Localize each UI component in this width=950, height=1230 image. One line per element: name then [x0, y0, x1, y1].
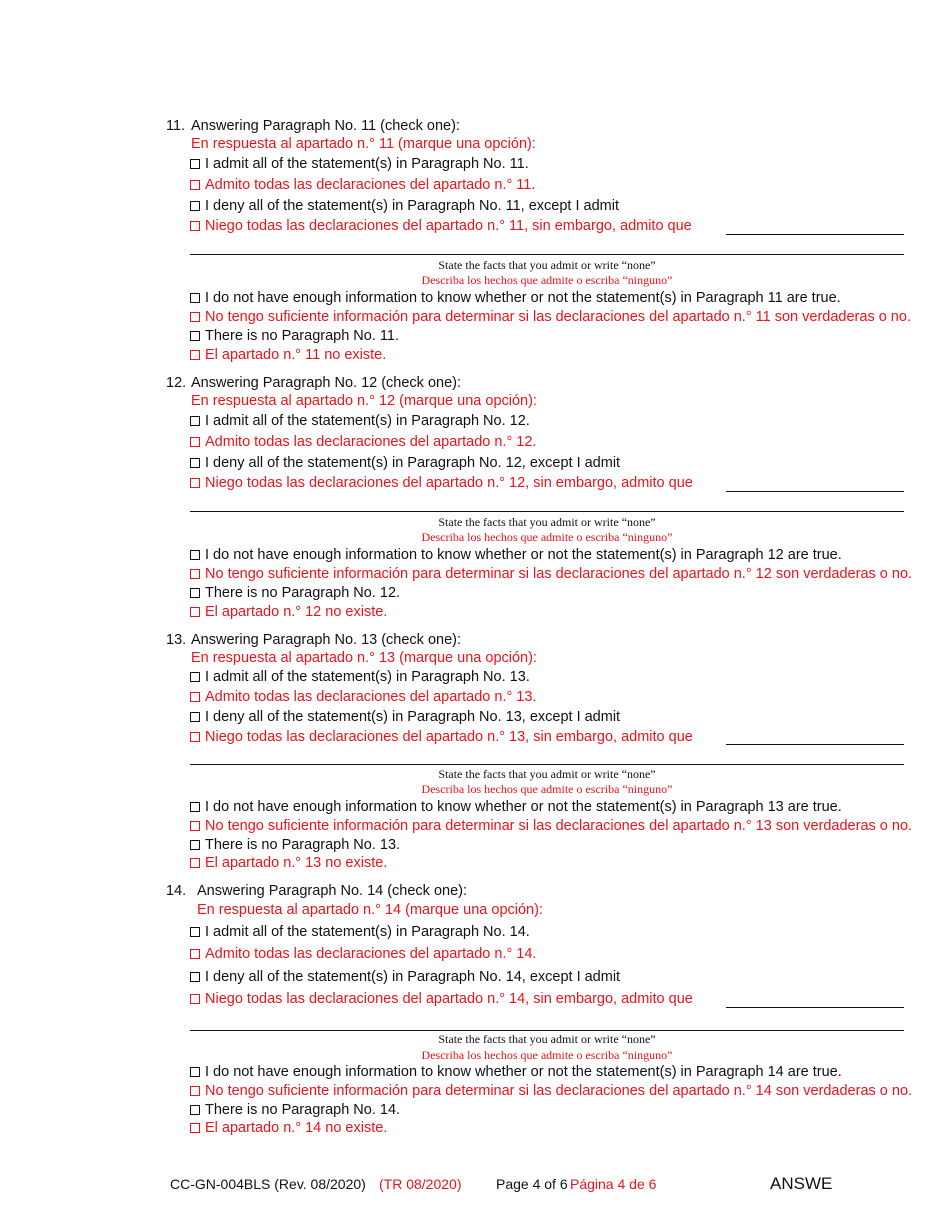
section-heading-en: Answering Paragraph No. 14 (check one):	[197, 883, 468, 899]
section-heading-en: Answering Paragraph No. 11 (check one):	[191, 118, 460, 134]
option-label: No tengo suficiente información para determinar si las declaraciones del apartado n.° 13 son verdaderas o no.	[205, 818, 913, 834]
option-label: El apartado n.° 13 no existe.	[205, 855, 388, 871]
checkbox[interactable]	[190, 1067, 200, 1077]
checkbox[interactable]	[190, 972, 200, 982]
footer-form-code: CC-GN-004BLS (Rev. 08/2020)	[170, 1176, 366, 1192]
option-label: I do not have enough information to know whether or not the statement(s) in Paragraph 12 are true.	[205, 547, 842, 563]
facts-caption-en: State the facts that you admit or write “none”	[438, 515, 656, 529]
option-no-paragraph-en[interactable]	[190, 327, 399, 345]
option-label: Niego todas las declaraciones del apartado n.° 13, sin embargo, admito que	[205, 729, 693, 745]
checkbox[interactable]	[190, 732, 200, 742]
option-admit-all-es[interactable]	[190, 176, 535, 194]
section-heading-en: Answering Paragraph No. 12 (check one):	[191, 375, 462, 391]
option-admit-all-en[interactable]	[190, 155, 529, 173]
option-label: Admito todas las declaraciones del apartado n.° 11.	[205, 177, 536, 193]
checkbox[interactable]	[190, 994, 200, 1004]
checkbox[interactable]	[190, 840, 200, 850]
section-number: 13.	[166, 632, 187, 648]
option-no-paragraph-es[interactable]	[190, 854, 387, 872]
option-label: Niego todas las declaraciones del apartado n.° 14, sin embargo, admito que	[205, 991, 693, 1007]
option-no-paragraph-es[interactable]	[190, 346, 386, 364]
facts-caption-es: Describa los hechos que admite o escriba “ninguno”	[421, 530, 673, 544]
option-no-info-en[interactable]	[190, 546, 842, 564]
checkbox[interactable]	[190, 927, 200, 937]
admitted-facts-blank[interactable]	[726, 234, 904, 235]
option-label: Niego todas las declaraciones del apartado n.° 12, sin embargo, admito que	[205, 475, 693, 491]
checkbox[interactable]	[190, 221, 200, 231]
section-heading-es: En respuesta al apartado n.° 13 (marque una opción):	[191, 650, 537, 666]
checkbox[interactable]	[190, 588, 200, 598]
checkbox[interactable]	[190, 712, 200, 722]
option-no-paragraph-en[interactable]	[190, 584, 400, 602]
admitted-facts-blank[interactable]	[726, 1007, 904, 1008]
checkbox[interactable]	[190, 180, 200, 190]
option-label: I admit all of the statement(s) in Paragraph No. 14.	[205, 924, 530, 940]
section-heading-es: En respuesta al apartado n.° 12 (marque una opción):	[191, 393, 537, 409]
facts-caption-en: State the facts that you admit or write “none”	[438, 767, 656, 781]
option-admit-all-es[interactable]	[190, 688, 536, 706]
option-no-info-es[interactable]	[190, 1082, 912, 1100]
option-deny-except-es[interactable]	[190, 474, 693, 492]
checkbox[interactable]	[190, 201, 200, 211]
option-no-paragraph-en[interactable]	[190, 836, 400, 854]
checkbox[interactable]	[190, 802, 200, 812]
facts-caption-es: Describa los hechos que admite o escriba “ninguno”	[421, 273, 673, 287]
option-label: El apartado n.° 11 no existe.	[205, 347, 387, 363]
option-admit-all-en[interactable]	[190, 923, 530, 941]
option-label: I admit all of the statement(s) in Paragraph No. 13.	[205, 669, 530, 685]
option-no-info-en[interactable]	[190, 289, 841, 307]
facts-caption-es: Describa los hechos que admite o escriba “ninguno”	[421, 782, 673, 796]
option-label: Admito todas las declaraciones del apartado n.° 13.	[205, 689, 537, 705]
footer-page-en: Page 4 of 6	[496, 1176, 568, 1192]
option-label: El apartado n.° 14 no existe.	[205, 1120, 388, 1136]
option-label: I admit all of the statement(s) in Paragraph No. 12.	[205, 413, 530, 429]
option-deny-except-en[interactable]	[190, 454, 620, 472]
checkbox[interactable]	[190, 331, 200, 341]
option-label: No tengo suficiente información para determinar si las declaraciones del apartado n.° 14 son verdaderas o no.	[205, 1083, 913, 1099]
option-label: There is no Paragraph No. 12.	[205, 585, 401, 601]
footer-tr-code: (TR 08/2020)	[379, 1176, 462, 1192]
option-deny-except-en[interactable]	[190, 968, 620, 986]
option-label: I do not have enough information to know whether or not the statement(s) in Paragraph 14 are true.	[205, 1064, 842, 1080]
option-label: El apartado n.° 12 no existe.	[205, 604, 388, 620]
option-label: No tengo suficiente información para determinar si las declaraciones del apartado n.° 12 son verdaderas o no.	[205, 566, 913, 582]
option-label: I do not have enough information to know whether or not the statement(s) in Paragraph 13 are true.	[205, 799, 842, 815]
checkbox[interactable]	[190, 437, 200, 447]
checkbox[interactable]	[190, 692, 200, 702]
option-label: No tengo suficiente información para determinar si las declaraciones del apartado n.° 11 son verdaderas o no.	[205, 309, 911, 325]
option-admit-all-en[interactable]	[190, 668, 530, 686]
checkbox[interactable]	[190, 1086, 200, 1096]
admitted-facts-blank[interactable]	[726, 491, 904, 492]
footer-form-name: ANSWE	[770, 1174, 833, 1193]
section-number: 14.	[166, 883, 187, 899]
admitted-facts-line[interactable]	[190, 511, 904, 512]
section-heading-es: En respuesta al apartado n.° 11 (marque una opción):	[191, 136, 536, 152]
section-number: 11.	[166, 118, 186, 134]
checkbox[interactable]	[190, 569, 200, 579]
option-no-info-en[interactable]	[190, 798, 842, 816]
option-deny-except-en[interactable]	[190, 197, 619, 215]
checkbox[interactable]	[190, 672, 200, 682]
option-no-paragraph-es[interactable]	[190, 603, 387, 621]
checkbox[interactable]	[190, 949, 200, 959]
checkbox[interactable]	[190, 478, 200, 488]
admitted-facts-line[interactable]	[190, 764, 904, 765]
option-admit-all-es[interactable]	[190, 945, 536, 963]
section-number: 12.	[166, 375, 187, 391]
option-no-paragraph-en[interactable]	[190, 1101, 400, 1119]
option-deny-except-en[interactable]	[190, 708, 620, 726]
section-heading-es: En respuesta al apartado n.° 14 (marque una opción):	[197, 902, 543, 918]
option-deny-except-es[interactable]	[190, 728, 693, 746]
option-label: There is no Paragraph No. 13.	[205, 837, 401, 853]
option-label: I admit all of the statement(s) in Paragraph No. 11.	[205, 156, 529, 172]
checkbox[interactable]	[190, 350, 200, 360]
option-deny-except-es[interactable]	[190, 217, 692, 235]
checkbox[interactable]	[190, 458, 200, 468]
option-admit-all-en[interactable]	[190, 412, 530, 430]
option-label: Niego todas las declaraciones del apartado n.° 11, sin embargo, admito que	[205, 218, 692, 234]
option-label: I deny all of the statement(s) in Paragraph No. 14, except I admit	[205, 969, 621, 985]
option-label: I deny all of the statement(s) in Paragraph No. 12, except I admit	[205, 455, 621, 471]
admitted-facts-blank[interactable]	[726, 744, 904, 745]
facts-caption-en: State the facts that you admit or write “none”	[438, 1032, 656, 1046]
option-label: I do not have enough information to know whether or not the statement(s) in Paragraph 11 are true.	[205, 290, 841, 306]
option-no-info-es[interactable]	[190, 565, 912, 583]
option-no-paragraph-es[interactable]	[190, 1119, 387, 1137]
checkbox[interactable]	[190, 416, 200, 426]
option-label: Admito todas las declaraciones del apartado n.° 12.	[205, 434, 537, 450]
checkbox[interactable]	[190, 293, 200, 303]
admitted-facts-line[interactable]	[190, 1030, 904, 1031]
checkbox[interactable]	[190, 858, 200, 868]
checkbox[interactable]	[190, 1123, 200, 1133]
checkbox[interactable]	[190, 159, 200, 169]
footer-page-es: Página 4 de 6	[570, 1176, 657, 1192]
option-label: Admito todas las declaraciones del apartado n.° 14.	[205, 946, 537, 962]
admitted-facts-line[interactable]	[190, 254, 904, 255]
option-no-info-es[interactable]	[190, 308, 911, 326]
option-no-info-en[interactable]	[190, 1063, 842, 1081]
option-label: There is no Paragraph No. 11.	[205, 328, 399, 344]
section-heading-en: Answering Paragraph No. 13 (check one):	[191, 632, 462, 648]
option-no-info-es[interactable]	[190, 817, 912, 835]
checkbox[interactable]	[190, 607, 200, 617]
checkbox[interactable]	[190, 312, 200, 322]
facts-caption-es: Describa los hechos que admite o escriba “ninguno”	[421, 1048, 673, 1062]
option-admit-all-es[interactable]	[190, 433, 536, 451]
option-deny-except-es[interactable]	[190, 990, 693, 1008]
option-label: There is no Paragraph No. 14.	[205, 1102, 401, 1118]
option-label: I deny all of the statement(s) in Paragraph No. 11, except I admit	[205, 198, 620, 214]
checkbox[interactable]	[190, 821, 200, 831]
option-label: I deny all of the statement(s) in Paragraph No. 13, except I admit	[205, 709, 621, 725]
checkbox[interactable]	[190, 1105, 200, 1115]
facts-caption-en: State the facts that you admit or write “none”	[438, 258, 656, 272]
checkbox[interactable]	[190, 550, 200, 560]
